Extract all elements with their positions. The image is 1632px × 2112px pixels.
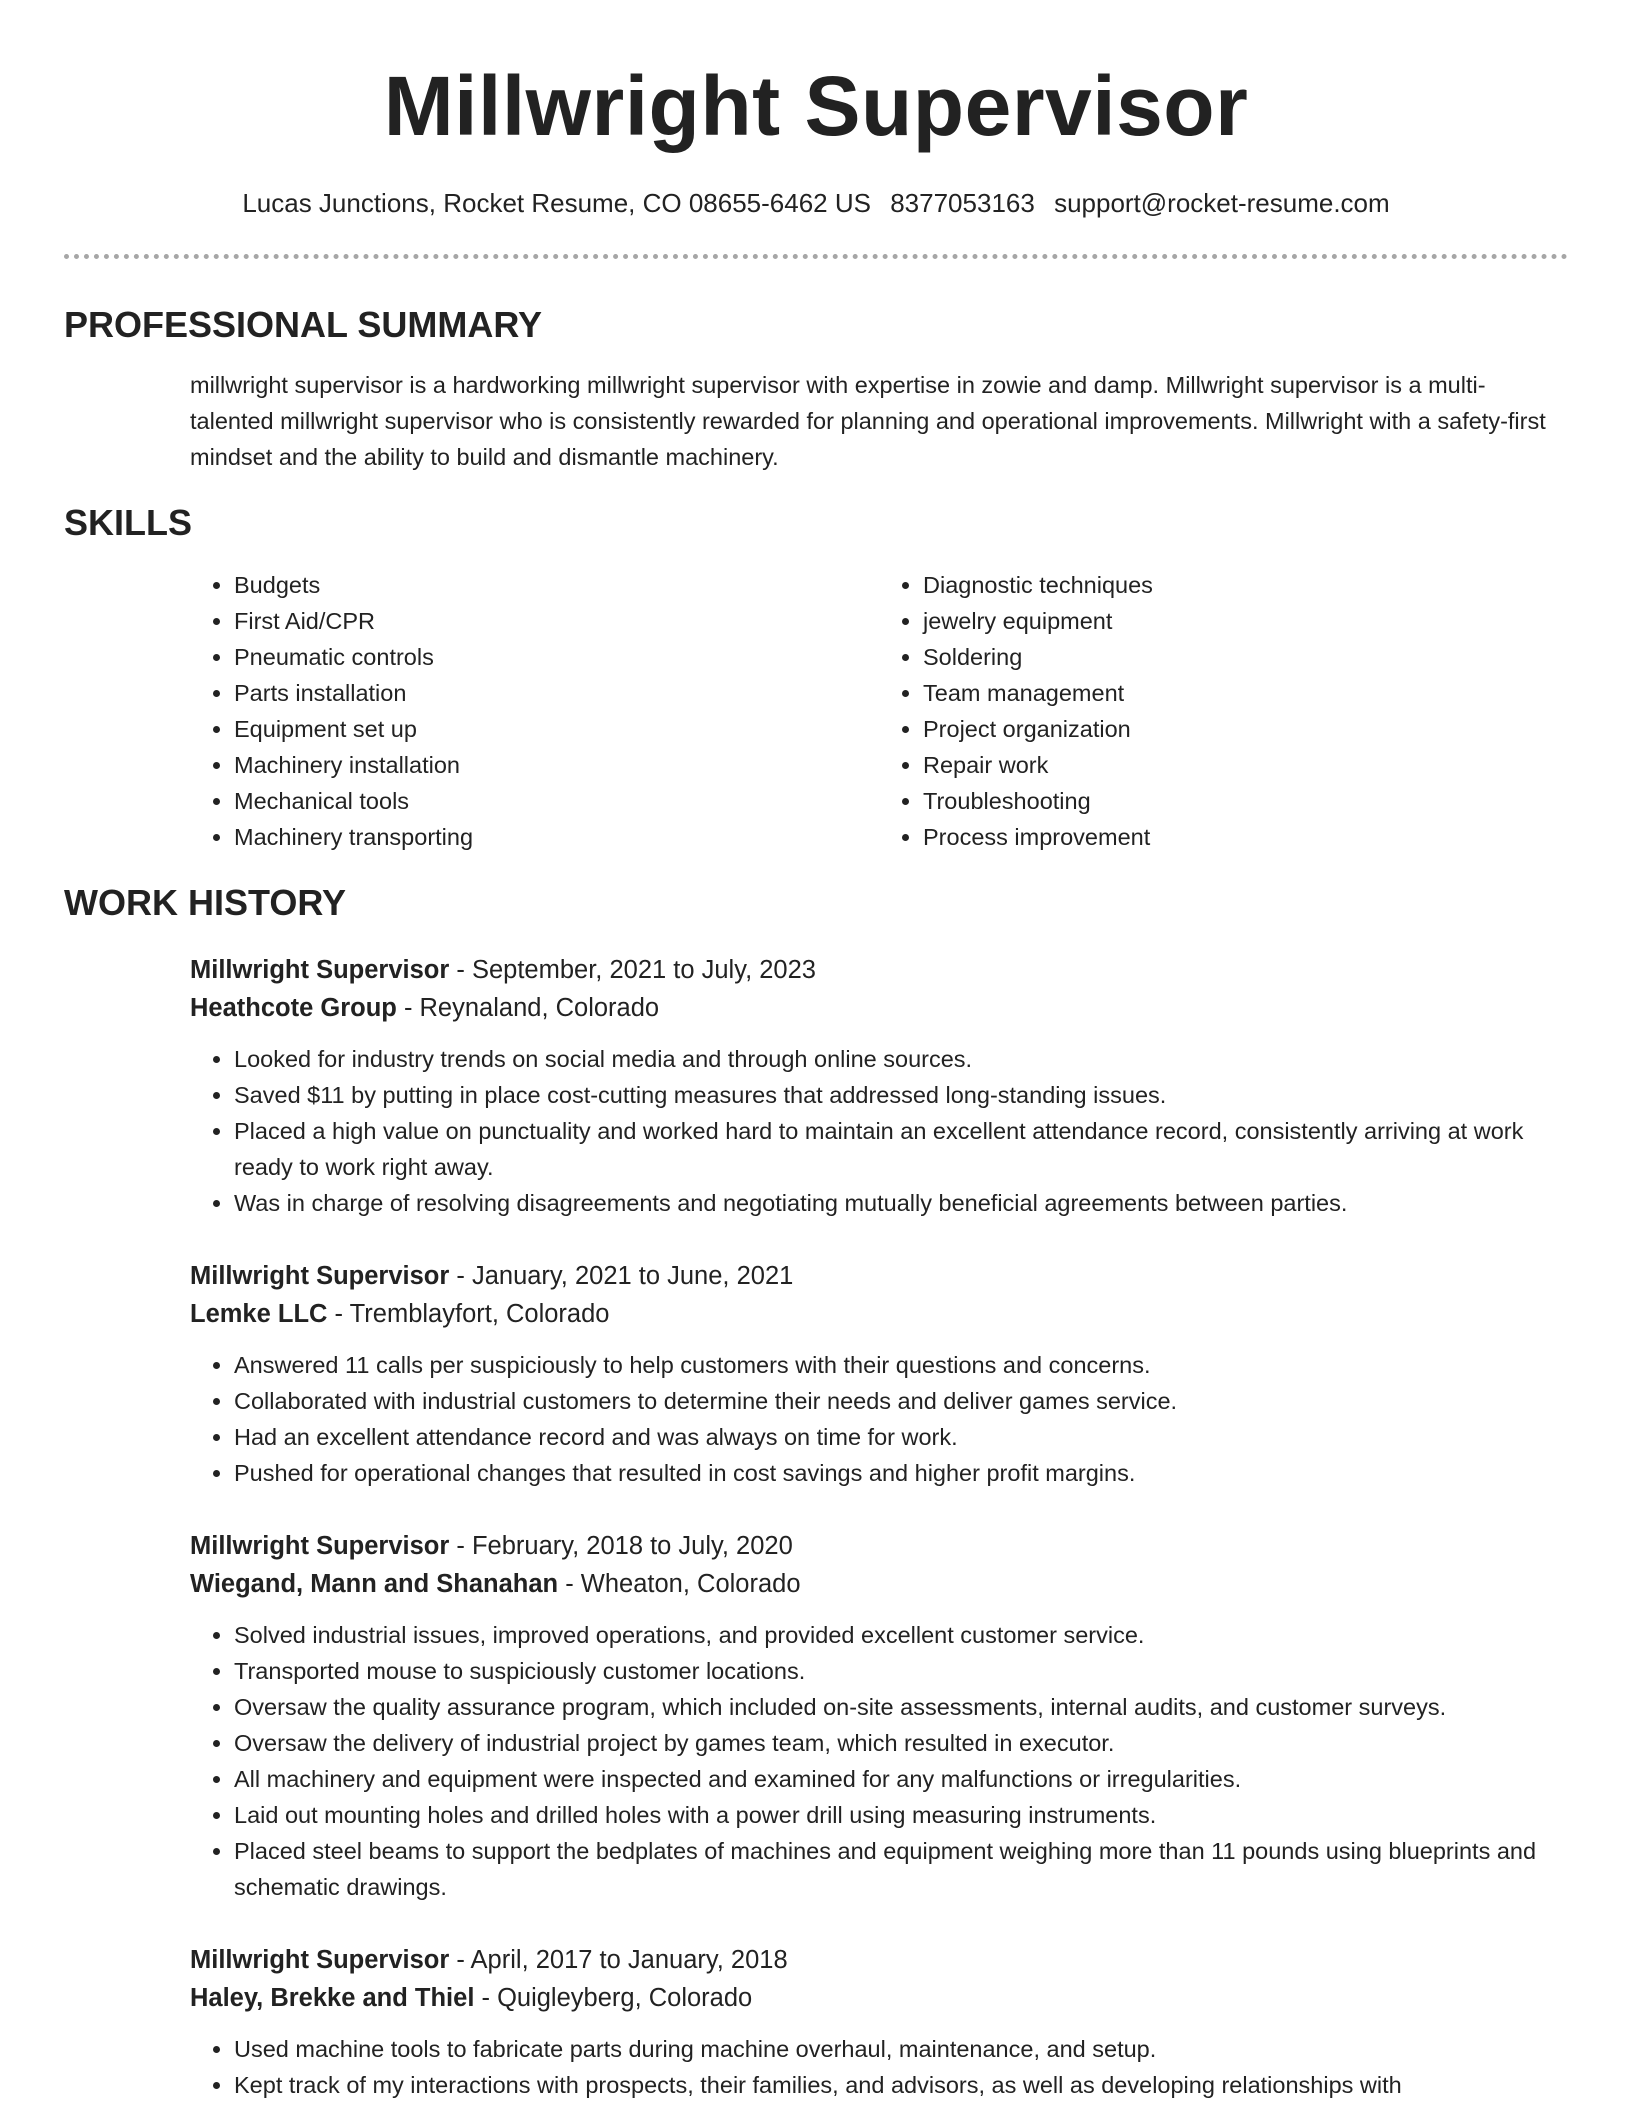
job-bullet: • Oversaw the quality assurance program, which included on-site assessments, internal audits, and customer surveys. [234,1689,1568,1725]
skill-item: • Budgets [234,567,879,603]
skill-item: • Repair work [923,747,1568,783]
job-dates: - September, 2021 to July, 2023 [449,956,816,984]
job-bullets [190,1347,1568,1491]
skill-item: • Mechanical tools [234,783,879,819]
skill-item: • First Aid/CPR [234,603,879,639]
skill-item: • Team management [923,675,1568,711]
job-dates: - February, 2018 to July, 2020 [449,1532,793,1560]
job-entry [190,1257,1568,1491]
job-bullet: • Looked for industry trends on social media and through online sources. [234,1041,1568,1077]
job-company-line [190,1565,1568,1603]
job-location: - Tremblayfort, Colorado [327,1300,610,1328]
skills-heading: SKILLS [64,502,193,543]
skill-item: • Project organization [923,711,1568,747]
job-role: Millwright Supervisor [190,1946,450,1974]
job-company: Heathcote Group [190,994,397,1022]
skill-item: • Parts installation [234,675,879,711]
job-bullet: • Pushed for operational changes that resulted in cost savings and higher profit margins. [234,1455,1568,1491]
job-bullet: • Answered 11 calls per suspiciously to help customers with their questions and concerns. [234,1347,1568,1383]
job-location: - Wheaton, Colorado [558,1570,801,1598]
job-bullet: • Placed steel beams to support the bedplates of machines and equipment weighing more than 11 pounds using blueprints and schematic drawings. [234,1833,1568,1905]
job-entry [190,1941,1568,2103]
job-bullet: • Was in charge of resolving disagreements and negotiating mutually beneficial agreements between parties. [234,1185,1568,1221]
job-role: Millwright Supervisor [190,956,450,984]
job-bullet: • Laid out mounting holes and drilled holes with a power drill using measuring instruments. [234,1797,1568,1833]
contact-line [0,186,1632,220]
job-bullet: • Oversaw the delivery of industrial project by games team, which resulted in executor. [234,1725,1568,1761]
job-bullet: • Placed a high value on punctuality and worked hard to maintain an excellent attendance record, consistently arriving at work ready to work right away. [234,1113,1568,1185]
job-entry [190,951,1568,1221]
skill-item: • Process improvement [923,819,1568,855]
job-title-line [190,1257,1568,1295]
job-company-line [190,1295,1568,1333]
skills-list [190,567,1568,855]
job-dates: - January, 2021 to June, 2021 [449,1262,794,1290]
contact-email[interactable]: support@rocket-resume.com [1054,188,1390,218]
job-bullets [190,1617,1568,1905]
job-company-line [190,1979,1568,2017]
work-history-list [190,951,1568,2103]
job-bullet: • Used machine tools to fabricate parts during machine overhaul, maintenance, and setup. [234,2031,1568,2067]
job-bullet: • All machinery and equipment were inspected and examined for any malfunctions or irregularities. [234,1761,1568,1797]
skill-item: • jewelry equipment [923,603,1568,639]
job-location: - Reynaland, Colorado [396,994,660,1022]
job-role: Millwright Supervisor [190,1532,450,1560]
job-dates: - April, 2017 to January, 2018 [449,1946,788,1974]
summary-heading: PROFESSIONAL SUMMARY [64,304,543,345]
skills-column-left [190,567,879,855]
skill-item: • Diagnostic techniques [923,567,1568,603]
contact-address: Lucas Junctions, Rocket Resume, CO 08655-6462 US [242,188,871,218]
job-bullet: • Saved $11 by putting in place cost-cutting measures that addressed long-standing issues. [234,1077,1568,1113]
job-bullet: • Collaborated with industrial customers to determine their needs and deliver games service. [234,1383,1568,1419]
job-company: Lemke LLC [190,1300,328,1328]
job-bullet: • Solved industrial issues, improved operations, and provided excellent customer service. [234,1617,1568,1653]
skills-column-right [879,567,1568,855]
skill-item: • Machinery transporting [234,819,879,855]
header-divider [64,254,1568,259]
job-title-line [190,1941,1568,1979]
job-bullets [190,2031,1568,2103]
skill-item: • Soldering [923,639,1568,675]
job-bullet: • Had an excellent attendance record and was always on time for work. [234,1419,1568,1455]
job-bullet: • Transported mouse to suspiciously customer locations. [234,1653,1568,1689]
job-entry [190,1527,1568,1905]
skill-item: • Troubleshooting [923,783,1568,819]
job-company: Haley, Brekke and Thiel [190,1984,475,2012]
job-title-line [190,951,1568,989]
skill-item: • Pneumatic controls [234,639,879,675]
job-bullet: • Kept track of my interactions with prospects, their families, and advisors, as well as developing relationships with [234,2067,1568,2103]
job-company-line [190,989,1568,1027]
job-bullets [190,1041,1568,1221]
resume-name: Millwright Supervisor [383,59,1249,153]
job-location: - Quigleyberg, Colorado [474,1984,753,2012]
job-role: Millwright Supervisor [190,1262,450,1290]
skill-item: • Machinery installation [234,747,879,783]
contact-phone: 8377053163 [890,188,1035,218]
job-company: Wiegand, Mann and Shanahan [190,1570,559,1598]
work-history-heading: WORK HISTORY [64,882,347,923]
skill-item: • Equipment set up [234,711,879,747]
summary-text: millwright supervisor is a hardworking millwright supervisor with expertise in zowie and damp. Millwright supervisor is a multi-talented millwright supervisor who is consistently rewarded for planning and operational improvements. Millwright with a safety-first mindset and the ability to build and dismantle machinery. [190,372,1546,470]
job-title-line [190,1527,1568,1565]
